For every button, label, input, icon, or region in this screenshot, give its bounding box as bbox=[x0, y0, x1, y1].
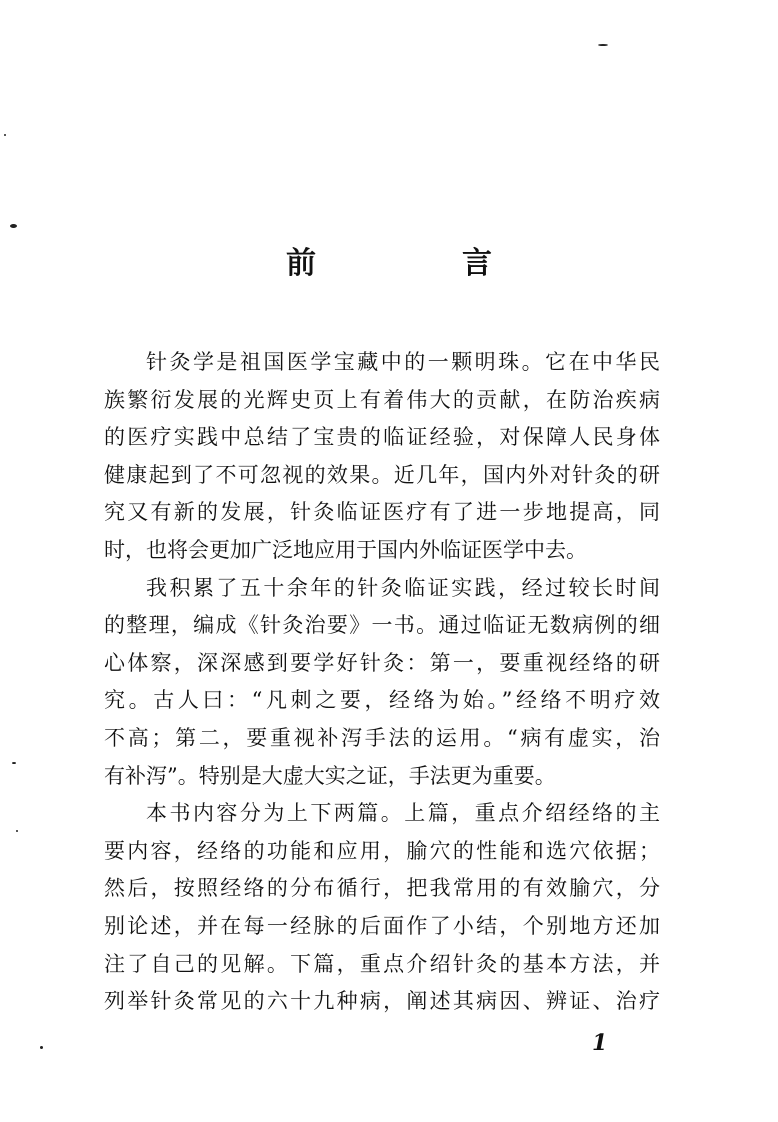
text-line: 健康起到了不可忽视的效果。近几年，国内外对针灸的研 bbox=[104, 462, 660, 487]
scan-speck bbox=[40, 1046, 43, 1049]
scan-speck bbox=[10, 224, 17, 228]
text-line: 心体察，深深感到要学好针灸：第一，要重视经络的研 bbox=[104, 650, 660, 675]
text-line: 时，也将会更加广泛地应用于国内外临证医学中去。 bbox=[104, 537, 587, 562]
text-line: 族繁衍发展的光辉史页上有着伟大的贡献，在防治疾病 bbox=[104, 387, 660, 412]
text-line: 的整理，编成《针灸治要》一书。通过临证无数病例的细 bbox=[104, 613, 660, 638]
scan-speck bbox=[16, 830, 18, 832]
text-line: 究。古人曰：“凡刺之要，经络为始。”经络不明疗效 bbox=[104, 688, 660, 713]
text-line: 我积累了五十余年的针灸临证实践，经过较长时间 bbox=[146, 575, 660, 600]
text-line: 然后，按照经络的分布循行，把我常用的有效腧穴，分 bbox=[104, 876, 660, 901]
text-line: 不高；第二，要重视补泻手法的运用。“病有虚实，治 bbox=[104, 725, 660, 750]
text-line: 要内容，经络的功能和应用，腧穴的性能和选穴依据； bbox=[104, 838, 660, 863]
scan-speck bbox=[12, 762, 16, 764]
page-number: 1 bbox=[592, 1030, 608, 1056]
page-title: 前 言 bbox=[286, 246, 550, 281]
scan-speck bbox=[4, 134, 6, 136]
text-line: 注了自己的见解。下篇，重点介绍针灸的基本方法，并 bbox=[104, 951, 660, 976]
text-line: 有补泻”。特别是大虚大实之证，手法更为重要。 bbox=[104, 763, 556, 788]
preface-text bbox=[104, 344, 660, 1021]
scan-speck bbox=[598, 44, 608, 46]
text-line: 本书内容分为上下两篇。上篇，重点介绍经络的主 bbox=[146, 801, 660, 826]
text-line: 列举针灸常见的六十九种病，阐述其病因、辨证、治疗 bbox=[104, 989, 660, 1014]
text-line: 别论述，并在每一经脉的后面作了小结，个别地方还加 bbox=[104, 913, 660, 938]
text-line: 针灸学是祖国医学宝藏中的一颗明珠。它在中华民 bbox=[146, 350, 660, 374]
text-line: 究又有新的发展，针灸临证医疗有了进一步地提高，同 bbox=[104, 500, 660, 525]
text-line: 的医疗实践中总结了宝贵的临证经验，对保障人民身体 bbox=[104, 425, 660, 450]
